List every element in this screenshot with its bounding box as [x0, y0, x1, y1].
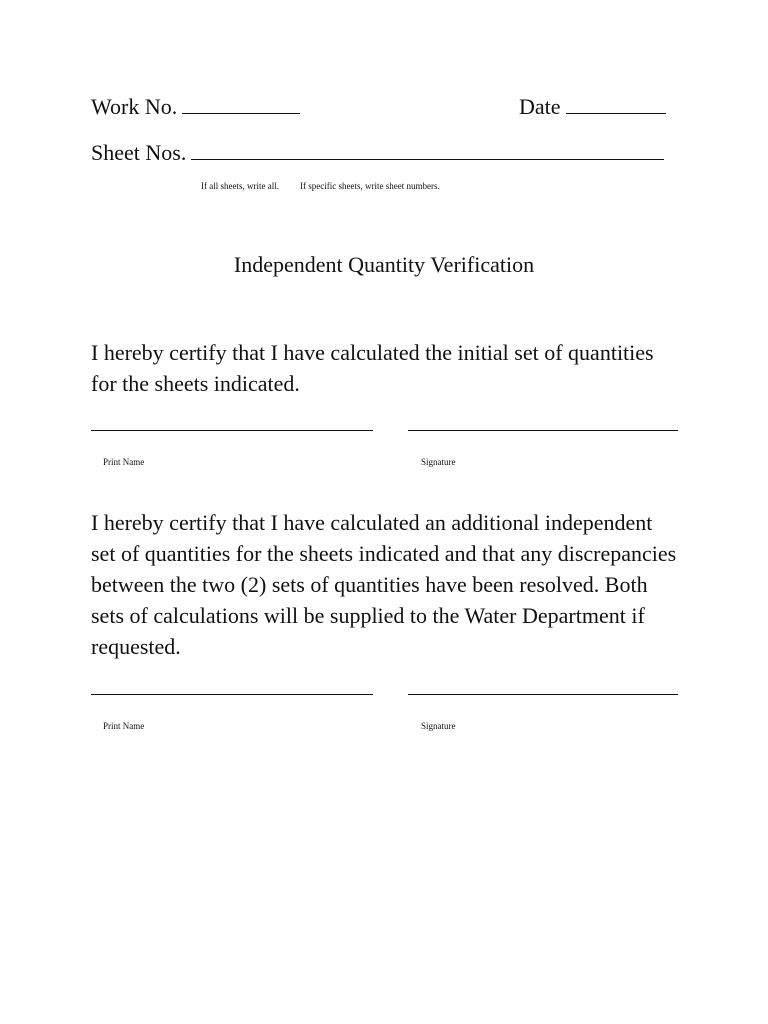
print-name-line-2[interactable] — [91, 694, 373, 695]
work-no-label: Work No. — [91, 94, 178, 119]
signature-line-2[interactable] — [408, 694, 678, 695]
form-title: Independent Quantity Verification — [233, 252, 535, 277]
work-no-field — [91, 93, 300, 120]
print-name-label-1: Print Name — [103, 457, 145, 467]
certification-initial-text: I hereby certify that I have calculated the initial set of quantities for the sheets indicated. — [91, 340, 654, 396]
date-label: Date — [519, 94, 561, 119]
date-blank[interactable] — [566, 93, 666, 114]
print-name-label-2: Print Name — [103, 721, 145, 731]
sheet-nos-blank[interactable] — [191, 139, 664, 160]
print-name-line-1[interactable] — [91, 430, 373, 431]
signature-label-1: Signature — [421, 457, 456, 467]
sheet-nos-label: Sheet Nos. — [91, 140, 187, 165]
work-no-blank[interactable] — [182, 93, 300, 114]
date-field — [519, 93, 666, 120]
signature-line-1[interactable] — [408, 430, 678, 431]
certification-additional-text: I hereby certify that I have calculated an additional independent set of quantities for the sheets indicated and that any discrepancies between the two (2) sets of quantities have been resolved. Both sets of calculations will be supplied to the Water Department if requested. — [91, 510, 677, 659]
hint-specific-sheets: If specific sheets, write sheet numbers. — [300, 181, 440, 191]
sheet-nos-field — [91, 139, 664, 166]
hint-all-sheets: If all sheets, write all. — [201, 181, 279, 191]
signature-label-2: Signature — [421, 721, 456, 731]
